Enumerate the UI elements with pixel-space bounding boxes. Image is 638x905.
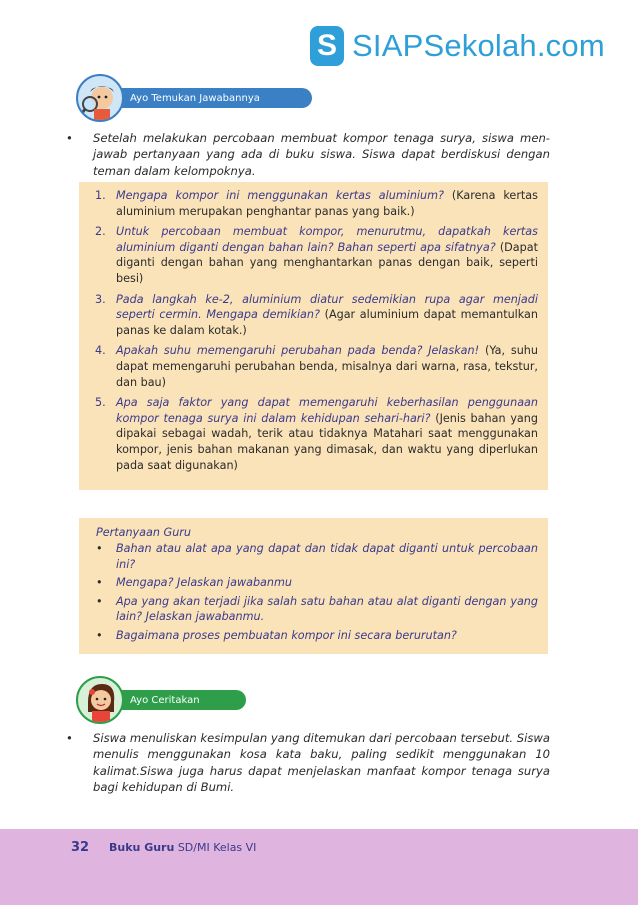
- question-number: 1.: [95, 189, 106, 202]
- teacher-question-text: Bagaimana proses pembuatan kompor ini secara berurutan?: [116, 628, 457, 642]
- section-title-ceritakan: Ayo Ceritakan: [110, 690, 246, 710]
- closing-paragraph: [66, 730, 550, 796]
- section-header-temukan: [76, 74, 312, 122]
- watermark-logo: [310, 26, 605, 66]
- question-item: [79, 343, 538, 390]
- watermark-badge: S: [310, 26, 344, 66]
- section-title-temukan: Ayo Temukan Jawabannya: [110, 88, 312, 108]
- teacher-questions-list: [79, 541, 548, 655]
- answer-text: (Ya, suhu dapat memengaruhi perubahan benda, misalnya dari warna, rasa, tekstur, dan bau): [116, 344, 538, 389]
- answer-text: (Dapat diganti dengan bahan yang menghantarkan panas dengan baik, seperti besi): [116, 240, 538, 285]
- question-text: Apakah suhu memengaruhi perubahan pada benda? Jelaskan!: [116, 344, 480, 358]
- answer-text: (Agar aluminium dapat memantulkan panas ke dalam kotak.): [116, 308, 539, 337]
- question-text: Apa saja faktor yang dapat memengaruhi keberhasilan penggunaan kompor tenaga surya ini dalam kehidupan sehari-hari?: [116, 396, 538, 425]
- bullet-icon: •: [96, 542, 103, 555]
- detective-avatar-icon: [76, 74, 124, 122]
- bullet-icon: •: [66, 731, 73, 745]
- girl-avatar-icon: [76, 676, 124, 724]
- closing-text: Siswa menuliskan kesimpulan yang ditemukan dari percobaan tersebut. Siswa menulis menggunakan kosa kata baku, paling sedikit menggunakan 10 kalimat.Siswa juga harus dapat menjelaskan manfaat kompor tenaga surya bagi kehidupan di Bumi.: [93, 731, 550, 795]
- questions-list: [79, 182, 548, 484]
- bullet-icon: •: [96, 594, 103, 608]
- watermark-text: SIAPSekolah.com: [352, 28, 605, 63]
- bullet-icon: •: [96, 628, 103, 642]
- teacher-question-text: Mengapa? Jelaskan jawabanmu: [116, 576, 292, 590]
- question-number: 2.: [95, 225, 106, 239]
- question-number: 4.: [95, 344, 106, 358]
- question-number: 3.: [95, 292, 106, 306]
- teacher-question-item: [79, 628, 538, 644]
- book-title-bold: Buku Guru: [109, 841, 175, 854]
- section-header-ceritakan: [76, 676, 246, 724]
- teacher-question-text: Apa yang akan terjadi jika salah satu bahan atau alat diganti dengan yang lain? Jelaskan jawabanmu.: [116, 594, 538, 624]
- intro-paragraph: [66, 130, 550, 179]
- question-text: Mengapa kompor ini menggunakan kertas aluminium?: [116, 189, 444, 202]
- questions-box: [79, 182, 548, 490]
- page-footer: [0, 829, 638, 905]
- question-item: [79, 292, 538, 339]
- teacher-question-item: [79, 594, 538, 625]
- page-number: 32: [71, 840, 90, 855]
- intro-text: Setelah melakukan percobaan membuat kompor tenaga surya, siswa men-jawab pertanyaan yang ada di buku siswa. Siswa dapat berdiskusi dengan teman dalam kelompoknya.: [93, 131, 550, 178]
- question-item: [79, 395, 538, 473]
- teacher-question-item: [79, 575, 538, 591]
- question-item: [79, 224, 538, 286]
- question-item: [79, 188, 538, 219]
- bullet-icon: •: [96, 576, 103, 590]
- teacher-questions-title: Pertanyaan Guru: [96, 526, 191, 539]
- answer-text: (Karena kertas aluminium merupakan penghantar panas yang baik.): [116, 189, 538, 218]
- teacher-question-item: [79, 541, 538, 572]
- book-title: [109, 841, 256, 854]
- bullet-icon: •: [66, 131, 73, 145]
- book-title-rest: SD/MI Kelas VI: [177, 841, 257, 854]
- teacher-question-text: Bahan atau alat apa yang dapat dan tidak dapat diganti untuk percobaan ini?: [116, 542, 538, 571]
- question-number: 5.: [95, 396, 106, 410]
- question-text: Pada langkah ke-2, aluminium diatur sedemikian rupa agar menjadi seperti cermin. Mengapa demikian?: [116, 292, 538, 322]
- question-text: Untuk percobaan membuat kompor, menurutmu, dapatkah kertas aluminium diganti dengan bahan lain? Bahan seperti apa sifatnya?: [116, 225, 538, 254]
- answer-text: (Jenis bahan yang dipakai sebagai wadah, terik atau tidaknya Matahari saat menggunakan kompor, jenis bahan makanan yang dimasak, dan waktu yang diperlukan pada saat digunakan): [116, 411, 538, 472]
- teacher-questions-box: [79, 518, 548, 654]
